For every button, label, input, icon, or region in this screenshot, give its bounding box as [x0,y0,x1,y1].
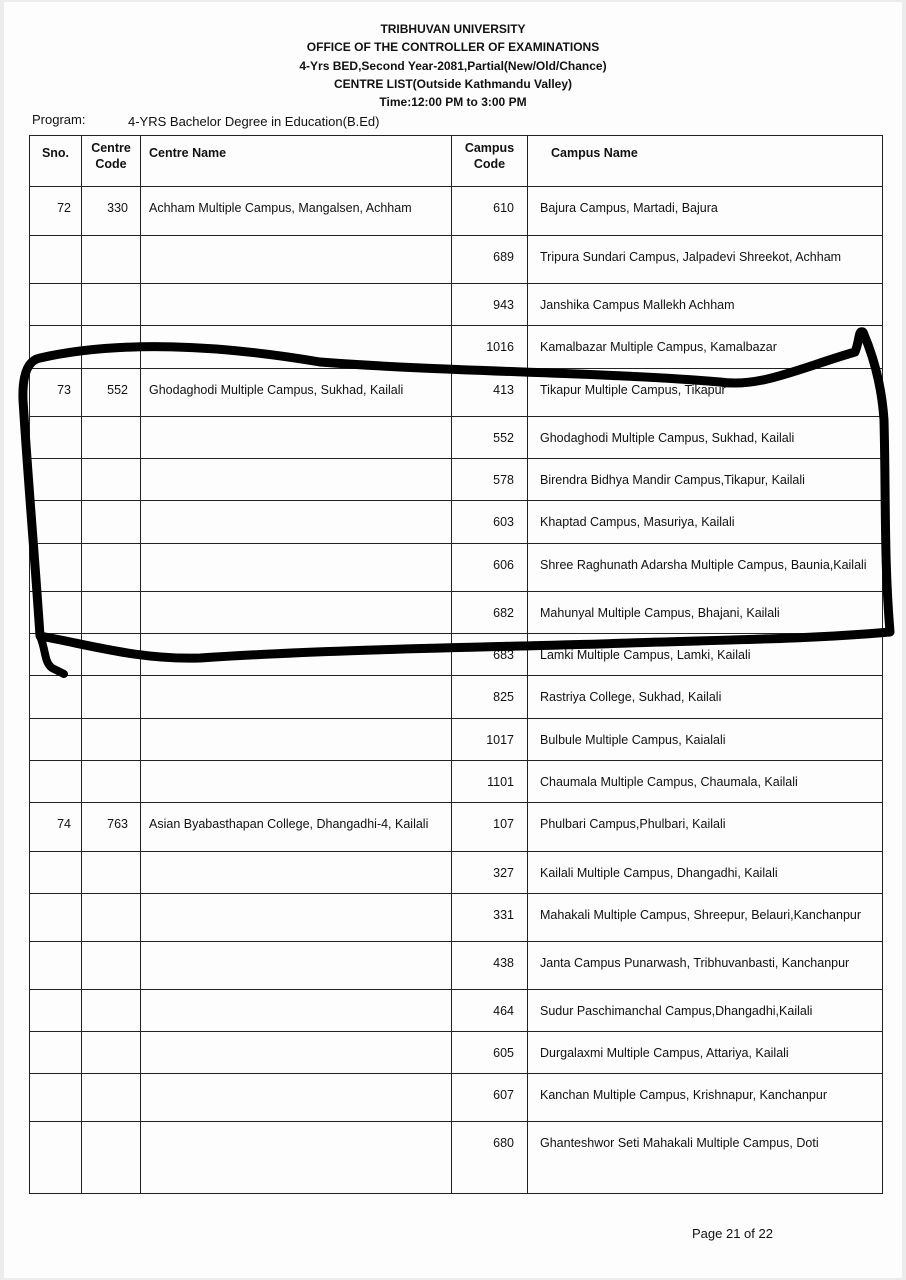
table-row [30,369,883,417]
centre-name-cell [141,284,452,326]
campus-name-cell: Ghodaghodi Multiple Campus, Sukhad, Kailali [528,417,883,459]
centre-name-cell [141,592,452,634]
table-row [30,803,883,852]
campus-code-cell: 606 [452,544,528,592]
centre-name-cell [141,894,452,942]
sno-cell [30,676,82,719]
campus-name-cell: Shree Raghunath Adarsha Multiple Campus, Baunia,Kailali [528,544,883,592]
centre-code-cell [82,417,141,459]
table-row [30,544,883,592]
table-row [30,1032,883,1074]
campus-name-cell: Lamki Multiple Campus, Lamki, Kailali [528,634,883,676]
centre-code-cell [82,501,141,544]
campus-code-cell: 825 [452,676,528,719]
centre-code-cell [82,990,141,1032]
campus-code-cell: 603 [452,501,528,544]
campus-code-cell: 1101 [452,761,528,803]
page-number: Page 21 of 22 [692,1226,773,1241]
centre-code-cell [82,761,141,803]
centre-name-cell [141,676,452,719]
table-row [30,990,883,1032]
centre-name-cell [141,1032,452,1074]
table-row [30,761,883,803]
sno-cell [30,236,82,284]
sno-cell: 72 [30,187,82,236]
table-row [30,719,883,761]
campus-name-cell: Kailali Multiple Campus, Dhangadhi, Kailali [528,852,883,894]
table-row [30,417,883,459]
centre-code-cell [82,1074,141,1122]
campus-code-cell: 605 [452,1032,528,1074]
list-title: CENTRE LIST(Outside Kathmandu Valley) [333,77,573,91]
centre-name-cell [141,236,452,284]
campus-name-cell: Chaumala Multiple Campus, Chaumala, Kailali [528,761,883,803]
program-value: 4-YRS Bachelor Degree in Education(B.Ed) [128,114,380,129]
campus-code-cell: 682 [452,592,528,634]
sno-cell [30,1032,82,1074]
centre-name-cell [141,719,452,761]
centre-table [29,135,883,1194]
centre-code-cell [82,719,141,761]
campus-name-cell: Janta Campus Punarwash, Tribhuvanbasti, Kanchanpur [528,942,883,990]
centre-name-cell [141,942,452,990]
table-row [30,187,883,236]
campus-code-cell: 689 [452,236,528,284]
campus-name-cell: Khaptad Campus, Masuriya, Kailali [528,501,883,544]
centre-name-cell [141,417,452,459]
sno-cell [30,326,82,369]
sno-cell [30,990,82,1032]
campus-code-cell: 1016 [452,326,528,369]
office-title: OFFICE OF THE CONTROLLER OF EXAMINATIONS [306,40,600,54]
campus-code-cell: 607 [452,1074,528,1122]
campus-code-cell: 438 [452,942,528,990]
table-row [30,634,883,676]
campus-code-cell: 680 [452,1122,528,1194]
campus-name-cell: Kamalbazar Multiple Campus, Kamalbazar [528,326,883,369]
campus-code-cell: 327 [452,852,528,894]
sno-cell [30,544,82,592]
table-row [30,592,883,634]
column-header-sno: Sno. [30,136,82,187]
column-header-campus-name: Campus Name [528,136,883,187]
table-row [30,1122,883,1194]
centre-code-cell [82,634,141,676]
centre-name-cell [141,459,452,501]
sno-cell: 74 [30,803,82,852]
campus-name-cell: Birendra Bidhya Mandir Campus,Tikapur, Kailali [528,459,883,501]
campus-name-cell: Rastriya College, Sukhad, Kailali [528,676,883,719]
centre-code-cell [82,592,141,634]
sno-cell [30,1074,82,1122]
centre-name-cell [141,501,452,544]
campus-code-cell: 552 [452,417,528,459]
sno-cell [30,459,82,501]
exam-time: Time:12:00 PM to 3:00 PM [379,95,527,109]
university-title: TRIBHUVAN UNIVERSITY [380,22,526,36]
centre-code-cell: 330 [82,187,141,236]
campus-name-cell: Tripura Sundari Campus, Jalpadevi Shreekot, Achham [528,236,883,284]
centre-name-cell [141,990,452,1032]
campus-name-cell: Phulbari Campus,Phulbari, Kailali [528,803,883,852]
table-row [30,326,883,369]
campus-name-cell: Tikapur Multiple Campus, Tikapur [528,369,883,417]
campus-code-cell: 610 [452,187,528,236]
table-row [30,1074,883,1122]
sno-cell [30,284,82,326]
campus-code-cell: 464 [452,990,528,1032]
centre-name-cell [141,852,452,894]
campus-name-cell: Bulbule Multiple Campus, Kaialali [528,719,883,761]
campus-code-cell: 683 [452,634,528,676]
campus-name-cell: Kanchan Multiple Campus, Krishnapur, Kanchanpur [528,1074,883,1122]
centre-name-cell: Achham Multiple Campus, Mangalsen, Achham [141,187,452,236]
centre-code-cell [82,544,141,592]
campus-name-cell: Bajura Campus, Martadi, Bajura [528,187,883,236]
sno-cell [30,894,82,942]
column-header-centre-name: Centre Name [141,136,452,187]
centre-code-cell: 763 [82,803,141,852]
centre-name-cell [141,544,452,592]
table-row [30,284,883,326]
sno-cell [30,942,82,990]
sno-cell [30,417,82,459]
campus-name-cell: Janshika Campus Mallekh Achham [528,284,883,326]
centre-code-cell [82,1122,141,1194]
campus-code-cell: 1017 [452,719,528,761]
table-row [30,459,883,501]
campus-name-cell: Mahunyal Multiple Campus, Bhajani, Kailali [528,592,883,634]
column-header-centre-code: Centre Code [82,136,141,187]
centre-name-cell [141,634,452,676]
centre-code-cell [82,236,141,284]
centre-name-cell [141,1074,452,1122]
centre-code-cell [82,326,141,369]
table-header-row [30,136,883,187]
campus-code-cell: 943 [452,284,528,326]
centre-name-cell [141,761,452,803]
campus-name-cell: Sudur Paschimanchal Campus,Dhangadhi,Kailali [528,990,883,1032]
program-label: Program: [32,112,86,127]
centre-code-cell [82,1032,141,1074]
exam-title: 4-Yrs BED,Second Year-2081,Partial(New/Old/Chance) [299,59,607,73]
sno-cell [30,761,82,803]
campus-code-cell: 413 [452,369,528,417]
centre-code-cell: 552 [82,369,141,417]
table-row [30,236,883,284]
centre-code-cell [82,852,141,894]
centre-name-cell: Ghodaghodi Multiple Campus, Sukhad, Kailali [141,369,452,417]
column-header-campus-code: Campus Code [452,136,528,187]
campus-code-cell: 578 [452,459,528,501]
sno-cell [30,634,82,676]
centre-code-cell [82,894,141,942]
campus-name-cell: Ghanteshwor Seti Mahakali Multiple Campus, Doti [528,1122,883,1194]
campus-name-cell: Mahakali Multiple Campus, Shreepur, Belauri,Kanchanpur [528,894,883,942]
centre-code-cell [82,284,141,326]
sno-cell: 73 [30,369,82,417]
sno-cell [30,852,82,894]
table-row [30,942,883,990]
centre-code-cell [82,942,141,990]
table-row [30,852,883,894]
sno-cell [30,501,82,544]
sno-cell [30,1122,82,1194]
campus-code-cell: 107 [452,803,528,852]
campus-code-cell: 331 [452,894,528,942]
centre-code-cell [82,459,141,501]
centre-name-cell: Asian Byabasthapan College, Dhangadhi-4, Kailali [141,803,452,852]
campus-name-cell: Durgalaxmi Multiple Campus, Attariya, Kailali [528,1032,883,1074]
sno-cell [30,592,82,634]
centre-name-cell [141,1122,452,1194]
sno-cell [30,719,82,761]
centre-code-cell [82,676,141,719]
centre-name-cell [141,326,452,369]
table-row [30,501,883,544]
table-row [30,894,883,942]
table-row [30,676,883,719]
